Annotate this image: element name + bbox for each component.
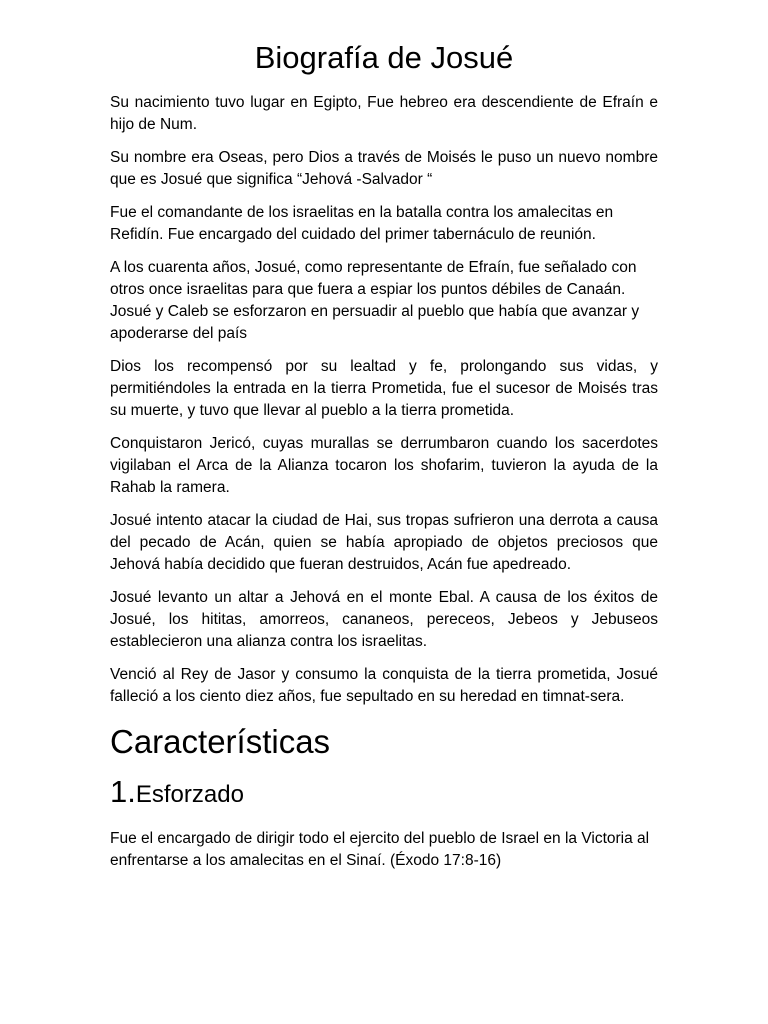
paragraph-name: Su nombre era Oseas, pero Dios a través de Moisés le puso un nuevo nombre que es Josué que significa “Jehová -Salvador “ <box>110 149 658 188</box>
section-heading-characteristics: Características <box>110 723 331 760</box>
paragraph-hai: Josué intento atacar la ciudad de Hai, sus tropas sufrieron una derrota a causa del pecado de Acán, quien se había apropiado de objetos preciosos que Jehová había decidido que fueran destruidos, Acán fue apedreado. <box>110 512 658 573</box>
paragraph-jericho: Conquistaron Jericó, cuyas murallas se derrumbaron cuando los sacerdotes vigilaban el Arca de la Alianza tocaron los shofarim, tuvieron la ayuda de la Rahab la ramera. <box>110 435 658 496</box>
subsection-number: 1. <box>110 774 136 809</box>
paragraph-spies: A los cuarenta años, Josué, como representante de Efraín, fue señalado con otros once israelitas para que fuera a espiar los puntos débiles de Canaán. Josué y Caleb se esforzaron en persuadir al pueblo que había que avanzar y apoderarse del país <box>110 259 640 342</box>
paragraph-reward: Dios los recompensó por su lealtad y fe, prolongando sus vidas, y permitiéndoles la entrada en la tierra Prometida, fue el sucesor de Moisés tras su muerte, y tuvo que llevar al pueblo a la tierra prometida. <box>110 358 658 419</box>
paragraph-commander: Fue el comandante de los israelitas en la batalla contra los amalecitas en Refidín. Fue encargado del cuidado del primer tabernáculo de reunión. <box>110 204 614 243</box>
paragraph-death: Venció al Rey de Jasor y consumo la conquista de la tierra prometida, Josué falleció a los ciento diez años, fue sepultado en su heredad en timnat-sera. <box>110 666 658 705</box>
paragraph-altar: Josué levanto un altar a Jehová en el monte Ebal. A causa de los éxitos de Josué, los hititas, amorreos, cananeos, pereceos, Jebeos y Jebuseos establecieron una alianza contra los israelitas. <box>110 589 658 650</box>
subsection-title: Esforzado <box>135 781 244 808</box>
paragraph-birth: Su nacimiento tuvo lugar en Egipto, Fue hebreo era descendiente de Efraín e hijo de Num. <box>110 94 658 133</box>
document-title: Biografía de Josué <box>254 40 514 75</box>
paragraph-esforzado: Fue el encargado de dirigir todo el ejercito del pueblo de Israel en la Victoria al enfrentarse a los amalecitas en el Sinaí. (Éxodo 17:8-16) <box>110 830 650 869</box>
subsection-heading <box>110 774 658 814</box>
document-body <box>110 38 658 883</box>
